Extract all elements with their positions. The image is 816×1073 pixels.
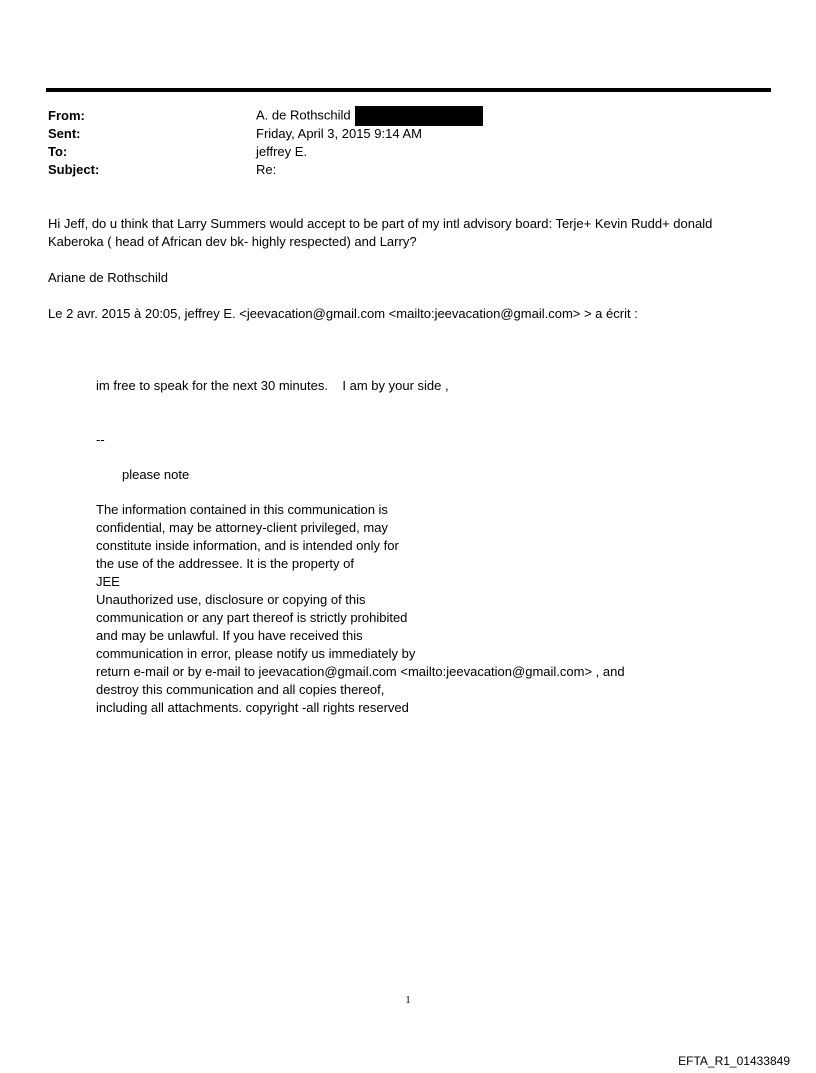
body-line-1: Hi Jeff, do u think that Larry Summers would accept to be part of my intl advisory board: Terje+ Kevin Rudd+ donald (48, 216, 713, 231)
from-row (48, 107, 483, 125)
from-value (256, 106, 483, 126)
page-number: 1 (405, 994, 411, 1006)
body-line-2: Kaberoka ( head of African dev bk- highly respected) and Larry? (48, 234, 417, 249)
from-label: From: (48, 108, 85, 123)
to-row (48, 143, 483, 161)
subject-label: Subject: (48, 162, 100, 177)
quoted-message: im free to speak for the next 30 minutes. I am by your side , (96, 378, 449, 393)
disclaimer-line: communication or any part thereof is strictly prohibited (96, 610, 408, 625)
disclaimer-line: constitute inside information, and is intended only for (96, 538, 399, 553)
disclaimer-line: Unauthorized use, disclosure or copying of this (96, 592, 366, 607)
disclaimer (96, 501, 625, 717)
redaction-block (355, 106, 483, 126)
please-note: please note (122, 467, 190, 482)
disclaimer-line: confidential, may be attorney-client privileged, may (96, 520, 388, 535)
subject-value: Re: (256, 162, 277, 177)
sender-name: A. de Rothschild (256, 107, 351, 123)
to-value: jeffrey E. (256, 144, 308, 159)
disclaimer-line: return e-mail or by e-mail to jeevacation@gmail.com <mailto:jeevacation@gmail.com> , and (96, 664, 625, 679)
to-label: To: (48, 144, 68, 159)
sent-row (48, 125, 483, 143)
signature-separator: -- (96, 432, 105, 447)
sent-label: Sent: (48, 126, 81, 141)
disclaimer-line: including all attachments. copyright -all rights reserved (96, 700, 409, 715)
email-header (48, 107, 483, 179)
disclaimer-line: and may be unlawful. If you have received this (96, 628, 363, 643)
disclaimer-line: JEE (96, 574, 120, 589)
document-id: EFTA_R1_01433849 (678, 1054, 790, 1068)
disclaimer-line: communication in error, please notify us immediately by (96, 646, 416, 661)
signature: Ariane de Rothschild (48, 270, 168, 285)
subject-row (48, 161, 483, 179)
disclaimer-line: destroy this communication and all copies thereof, (96, 682, 385, 697)
sent-value: Friday, April 3, 2015 9:14 AM (256, 126, 422, 141)
top-divider (46, 88, 771, 92)
disclaimer-line: The information contained in this communication is (96, 502, 388, 517)
quote-intro: Le 2 avr. 2015 à 20:05, jeffrey E. <jeevacation@gmail.com <mailto:jeevacation@gmail.com> > a écrit : (48, 306, 638, 321)
disclaimer-line: the use of the addressee. It is the property of (96, 556, 354, 571)
